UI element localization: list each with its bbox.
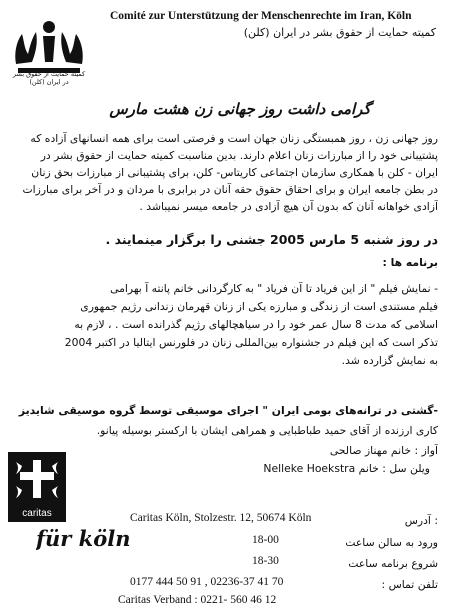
start-label: شروع برنامه ساعت — [348, 557, 438, 570]
film-line: تذکر است که این فیلم در جشنواره بین‌المللی زنان در فلورنس ایتالیا در اکتبر 2004 — [64, 336, 438, 349]
caritas-verband-phone: Caritas Verband : 0221- 560 46 12 — [118, 594, 277, 606]
film-line: فیلم مستندی است از زندگی و مبارزه یکی از زنان قهرمان زندانی رژیم جمهوری — [80, 300, 438, 313]
entry-label: ورود به سالن ساعت — [345, 536, 438, 549]
address-value: Caritas Köln, Stolzestr. 12, 50674 Köln — [130, 512, 312, 524]
program-label: برنامه ها : — [382, 256, 438, 269]
org-name-german: Comité zur Unterstützung der Menschenrechte im Iran, Köln — [110, 10, 412, 22]
entry-time: 18-00 — [252, 534, 279, 546]
fuer-koeln-slogan: für köln — [36, 526, 131, 551]
film-line: به نمایش گزارده شد. — [341, 354, 438, 367]
intro-line: روز جهانی زن ، روز همبستگی زنان جهان است و فرصتی است برای همه انسانهای آزاده که — [30, 132, 438, 145]
contact-label: تلفن تماس : — [381, 578, 438, 591]
intro-line: پشتیبانی خود را از مبارزات زنان اعلام دارند. بدین مناسبت کمیته حمایت از حقوق بشر در — [40, 149, 438, 162]
intro-line: آزادی خواهانه آنان که بدون آن هیچ آزادی در جامعه میسر نمیباشد . — [139, 200, 438, 213]
address-label: : آدرس — [404, 514, 438, 527]
intro-line: در بطن جامعه ایران و برای احقاق حقوق حقه آنان در برابری با مردان و در آخر برای مبارزات — [22, 183, 438, 196]
music-line: -گشتی در ترانه‌های بومی ایران " اجرای موسیقی توسط گروه موسیقی شایدیز — [18, 404, 438, 417]
start-time: 18-30 — [252, 555, 279, 567]
film-line: اسلامی که مدت 8 سال عمر خود را در سیاهچالهای رژیم گذرانده است . ، لازم به — [74, 318, 438, 331]
film-line: - نمایش فیلم " از این فریاد تا آن فریاد " به کارگردانی خانم پانته آ بهرامی — [110, 282, 438, 295]
org-name-persian: کمیته حمایت از حقوق بشر در ایران (کلن) — [243, 26, 436, 39]
intro-line: ایران - کلن با همکاری سازمان اجتماعی کاریتاس- کلن، برای پشتیبانی از مبارزات بحق زنان — [31, 166, 438, 179]
performer-line: آواز : خانم مهناز صالحی — [329, 444, 438, 457]
caritas-wordmark: caritas — [8, 506, 66, 522]
performer-line: Nelleke Hoekstra ویلن سل : خانم — [263, 462, 430, 475]
music-line: کاری ارزنده از آقای حمید طباطبایی و همراهی ایشان با ارکستر بوسیله پیانو. — [96, 424, 438, 437]
caritas-logo — [8, 452, 66, 506]
logo-caption: کمیته حمایت از حقوق بشر در ایران (کلن) — [12, 70, 86, 86]
headline: گرامی داشت روز جهانی زن هشت مارس — [109, 100, 371, 118]
contact-phones: 0177 444 50 91 , 02236-37 41 70 — [130, 576, 284, 588]
event-date-line: در روز شنبه 5 مارس 2005 جشنی را برگزار مینمایند . — [105, 232, 438, 247]
caritas-flame-cross-icon — [8, 452, 66, 506]
